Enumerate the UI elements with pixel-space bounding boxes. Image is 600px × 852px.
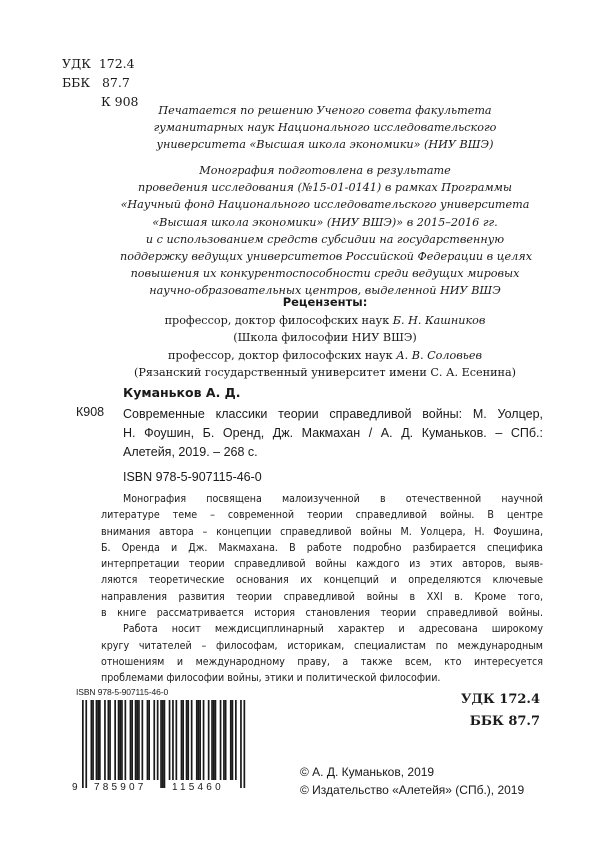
barcode-digit-lead: 9 — [72, 782, 78, 793]
author-heading: Куманьков А. Д. — [123, 385, 241, 400]
barcode-bar — [108, 700, 110, 780]
barcode-bar — [99, 700, 101, 780]
barcode-bar — [92, 700, 94, 780]
barcode-bar — [85, 700, 87, 788]
description-line: Алетейя, 2019. – 268 с. — [123, 445, 258, 459]
barcode-bar — [169, 700, 171, 780]
bbk-top — [62, 75, 130, 91]
council-line: гуманитарных наук Национального исследовательского — [153, 121, 497, 135]
reviewers-block — [120, 294, 530, 382]
council-line: Печатается по решению Ученого совета факультета — [158, 104, 492, 117]
barcode-bar — [135, 700, 137, 780]
description-line: Современные классики теории справедливой войны: М. Уолцер, — [123, 407, 543, 421]
funding-line: и с использованием средств субсидии на государственную — [145, 232, 505, 246]
bbk-value: 87.7 — [101, 75, 130, 90]
barcode-bar — [157, 700, 159, 780]
barcode-bar — [211, 700, 213, 780]
reviewers-heading: Рецензенты: — [282, 295, 368, 309]
barcode-bar — [153, 700, 155, 780]
barcode-bar — [118, 700, 120, 780]
bibliographic-mark: К908 — [76, 405, 105, 419]
barcode-bar — [223, 700, 225, 780]
author-mark-top: К 908 — [101, 94, 139, 109]
barcode-bar — [82, 700, 84, 788]
abstract-line: Монография посвящена малоизученной в отечественной научной — [123, 493, 543, 505]
abstract-line: Работа носит междисциплинарный характер и адресована широкому — [123, 623, 543, 636]
barcode-bar — [164, 700, 166, 788]
udk-bottom: УДК 172.4 — [460, 692, 540, 707]
council-line: университета «Высшая школа экономики» (НИУ ВШЭ) — [156, 138, 494, 152]
barcode-bar — [181, 700, 183, 780]
barcode-bar — [232, 700, 234, 780]
barcode-bar — [208, 700, 210, 780]
reviewer-1: профессор, доктор философских наук Б. Н. Кашников — [164, 313, 486, 327]
abstract-line: в книге рассматривается история становления теории справедливой войны. — [101, 607, 543, 620]
funding-note — [120, 162, 533, 300]
barcode-bar — [220, 700, 222, 780]
abstract-line: отношениям и международному праву, а также всем, кто интересуется — [101, 655, 543, 668]
council-note — [120, 102, 530, 154]
barcode-bar — [109, 700, 111, 780]
bibliographic-description — [123, 405, 543, 462]
barcode-bar — [114, 700, 116, 780]
barcode-bar — [182, 700, 184, 780]
abstract-line: направления развития теории справедливой войны в XXI в. Кроме того, — [101, 590, 543, 603]
abstract-paragraph-1 — [101, 491, 543, 621]
funding-line: «Научный фонд Национального исследовательского университета — [120, 198, 530, 212]
abstract-line: проблемами философии войны, этики и политической философии. — [101, 672, 441, 685]
barcode-bar — [121, 700, 123, 780]
barcode-bar — [240, 700, 242, 788]
funding-line: проведения исследования (№15-01-0141) в рамках Программы — [137, 181, 513, 195]
barcode-bar — [104, 700, 106, 780]
barcode-bar — [131, 700, 133, 780]
barcode-digits-right: 115460 — [172, 782, 224, 793]
barcode-bar — [160, 700, 162, 788]
abstract-line: интерпретации теории справедливой войны каждого из этих авторов, выяв- — [101, 558, 543, 571]
barcode-isbn-label: ISBN 978-5-907115-46-0 — [76, 687, 169, 697]
barcode-bar — [97, 700, 99, 780]
reviewer-2: профессор, доктор философских наук А. В. Соловьев — [168, 348, 482, 362]
udk-top — [62, 56, 135, 72]
barcode-bar — [198, 700, 200, 780]
abstract — [101, 491, 543, 687]
barcode-bar — [230, 700, 232, 780]
reviewer-2-affiliation: (Рязанский государственный университет имени С. А. Есенина) — [133, 366, 517, 379]
barcode-bar — [225, 700, 227, 780]
barcode-bar — [235, 700, 237, 780]
barcode-bar — [147, 700, 149, 780]
abstract-line: литературе теме – современной теории справедливой войны. В центре — [101, 509, 543, 522]
reviewer-2-name: А. В. Соловьев — [396, 348, 482, 362]
abstract-line: кругу читателей – философам, историкам, специалистам по международным — [101, 639, 543, 652]
copyright-author: © А. Д. Куманьков, 2019 — [300, 765, 435, 779]
barcode-bar — [196, 700, 198, 780]
isbn-barcode — [72, 700, 252, 795]
barcode-bar — [138, 700, 140, 780]
bbk-bottom: ББК 87.7 — [469, 714, 540, 729]
abstract-paragraph-2 — [101, 621, 543, 686]
barcode-bar — [215, 700, 217, 780]
udk-label: УДК — [62, 56, 91, 71]
barcode-bar — [148, 700, 150, 780]
funding-line: научно-образовательных центров, выделенной НИУ ВШЭ — [149, 284, 501, 298]
barcode-bar — [213, 700, 215, 780]
barcode-bar — [186, 700, 188, 780]
barcode-bar — [187, 700, 189, 780]
reviewer-1-name: Б. Н. Кашников — [392, 313, 486, 327]
barcode-bar — [142, 700, 144, 780]
abstract-line: Б. Оренда и Дж. Макмахана. В работе подробно разбирается специфика — [101, 541, 543, 554]
funding-line: поддержку ведущих университетов Российской Федерации в целях — [120, 250, 533, 264]
reviewer-1-affiliation: (Школа философии НИУ ВШЭ) — [233, 331, 417, 344]
copyright-publisher: © Издательство «Алетейя» (СПб.), 2019 — [300, 783, 525, 797]
barcode-bar — [91, 700, 93, 780]
barcode-bar — [96, 700, 98, 780]
barcode-bar — [176, 700, 178, 780]
funding-line: Монография подготовлена в результате — [199, 164, 451, 177]
barcode-bar — [191, 700, 193, 780]
abstract-line: ляются теоретические основания их концепций и определяются ключевые — [101, 574, 543, 587]
funding-line: «Высшая школа экономики» (НИУ ВШЭ)» в 2015–2016 гг. — [152, 215, 498, 229]
barcode-bar — [244, 700, 246, 788]
barcode-bar — [136, 700, 138, 780]
barcode-bar — [162, 700, 164, 788]
barcode-digits-left: 785907 — [94, 782, 147, 793]
barcode-bar — [203, 700, 205, 780]
description-line: Н. Фоушин, Б. Оренд, Дж. Макмахан / А. Д. Куманьков. – СПб.: — [123, 426, 543, 440]
isbn: ISBN 978-5-907115-46-0 — [123, 470, 262, 484]
barcode-bar — [119, 700, 121, 780]
udk-value: 172.4 — [98, 56, 135, 71]
abstract-line: внимания автора – концепции справедливой войны М. Уолцера, Н. Фоушина, — [101, 525, 543, 538]
funding-line: повышения их конкурентоспособности среди ведущих мировых — [130, 267, 520, 281]
barcode-bar — [125, 700, 127, 780]
bbk-label: ББК — [62, 75, 91, 90]
barcode-bar — [130, 700, 132, 780]
barcode-bar — [172, 700, 174, 780]
barcode-bar — [199, 700, 201, 780]
